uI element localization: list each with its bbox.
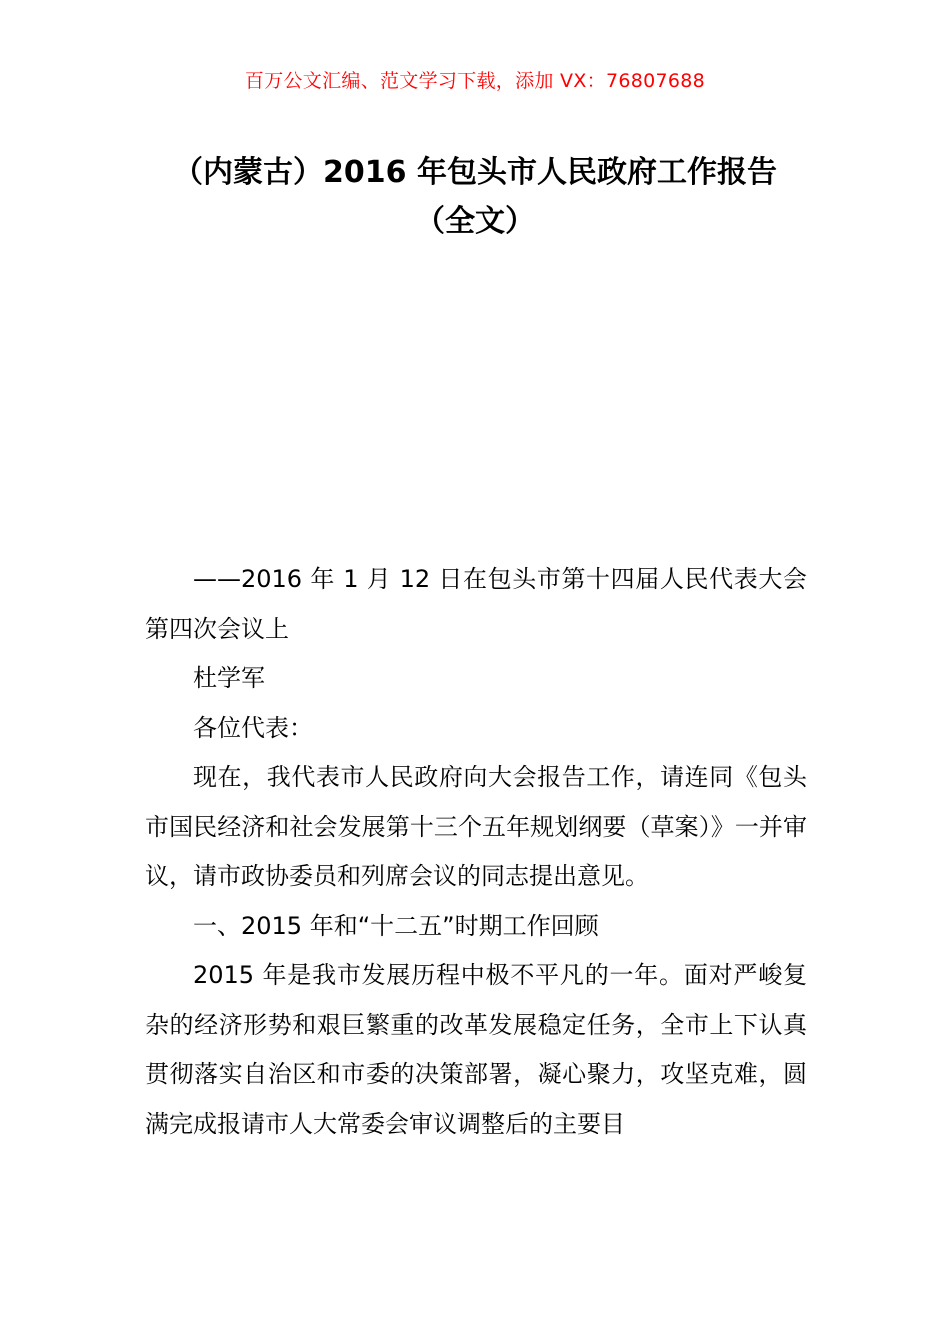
salutation: 各位代表：	[193, 713, 313, 742]
body-paragraph: 现在，我代表市人民政府向大会报告工作，请连同《包头市国民经济和社会发展第十三个五年规划纲要（草案）》一并审议，请市政协委员和列席会议的同志提出意见。	[145, 763, 807, 890]
document-body	[145, 555, 807, 1149]
document-title: （内蒙古）2016 年包头市人民政府工作报告（全文）	[173, 155, 777, 239]
section-heading: 一、2015 年和“十二五”时期工作回顾	[193, 911, 599, 940]
speech-occasion-line: ——2016 年 1 月 12 日在包头市第十四届人民代表大会第四次会议上	[145, 565, 807, 643]
speaker-name: 杜学军	[193, 664, 265, 692]
header-promo-note: 百万公文汇编、范文学习下载，添加 VX：76807688	[244, 70, 706, 92]
body-paragraph: 2015 年是我市发展历程中极不平凡的一年。面对严峻复杂的经济形势和艰巨繁重的改革发展稳定任务，全市上下认真贯彻落实自治区和市委的决策部署，凝心聚力，攻坚克难，圆满完成报请市人大常委会审议调整后的主要目	[145, 961, 807, 1138]
